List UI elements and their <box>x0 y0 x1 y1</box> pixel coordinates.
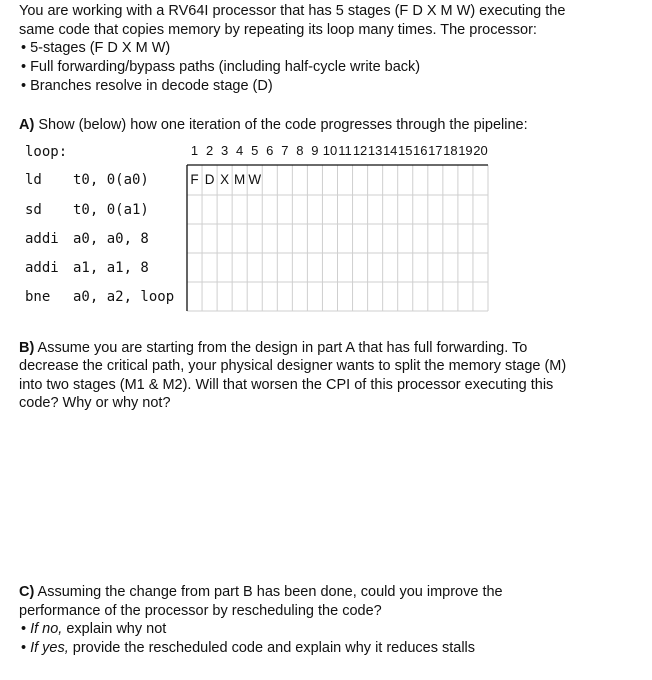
pipeline-stage-F: F <box>190 172 199 187</box>
part-b-line-1-text: Assume you are starting from the design in part A that has full forwarding. To <box>34 340 528 356</box>
pipeline-stage-X: X <box>220 172 230 187</box>
cycle-number: 13 <box>367 143 383 158</box>
instruction-opcode: bne <box>25 289 51 305</box>
cycle-number: 11 <box>338 143 352 158</box>
instruction-opcode: sd <box>25 202 42 218</box>
part-c-bullet-no-rest: explain why not <box>62 621 167 637</box>
part-c-bullet-no-cond: If no, <box>30 621 63 637</box>
cycle-number: 20 <box>473 143 488 158</box>
cycle-number: 15 <box>397 143 413 158</box>
cycle-number: 6 <box>266 143 274 158</box>
intro-bullet-stages: • 5-stages (F D X M W) <box>21 39 170 57</box>
part-b-label: B) <box>19 340 35 356</box>
part-b-line-4: code? Why or why not? <box>19 395 171 411</box>
part-a-label: A) <box>19 117 35 133</box>
part-c-bullet-yes-cond: If yes, <box>30 640 69 656</box>
part-c-label: C) <box>19 584 35 600</box>
cycle-number: 12 <box>352 143 368 158</box>
cycle-number: 10 <box>322 143 338 158</box>
loop-label: loop: <box>25 144 68 160</box>
instruction-opcode: addi <box>25 260 59 276</box>
part-c-line-1 <box>19 583 503 601</box>
part-c-line-1-text: Assuming the change from part B has been done, could you improve the <box>34 584 503 600</box>
part-c-bullet-no <box>21 620 166 638</box>
instruction-operands: a1, a1, 8 <box>73 260 149 276</box>
cycle-number: 3 <box>221 143 229 158</box>
cycle-number: 2 <box>205 143 214 158</box>
part-b-line-1 <box>19 339 527 357</box>
cycle-number: 8 <box>296 143 304 158</box>
instruction-operands: a0, a2, loop <box>73 289 175 305</box>
intro-bullet-forwarding: • Full forwarding/bypass paths (including half-cycle write back) <box>21 58 420 76</box>
intro-line-1: You are working with a RV64I processor that has 5 stages (F D X M W) executing the <box>19 3 566 19</box>
part-a-text: Show (below) how one iteration of the code progresses through the pipeline: <box>34 117 528 133</box>
intro-bullet-branches: • Branches resolve in decode stage (D) <box>21 77 273 95</box>
part-b-line-2: decrease the critical path, your physical designer wants to split the memory stage (M) <box>19 358 567 374</box>
part-c-bullet-yes <box>21 639 475 657</box>
cycle-number: 7 <box>281 143 289 158</box>
cycle-number: 14 <box>382 143 398 158</box>
cycle-number: 4 <box>236 143 244 158</box>
cycle-number: 16 <box>413 143 428 158</box>
cycle-number: 5 <box>251 143 259 158</box>
pipeline-stage-M: M <box>234 172 246 187</box>
part-c-bullet-yes-rest: provide the rescheduled code and explain why it reduces stalls <box>68 640 476 656</box>
part-b-line-3: into two stages (M1 & M2). Will that worsen the CPI of this processor executing this <box>19 377 554 393</box>
intro-line-2: same code that copies memory by repeating its loop many times. The processor: <box>19 22 537 38</box>
instruction-operands: t0, 0(a1) <box>73 202 149 218</box>
instruction-operands: t0, 0(a0) <box>73 172 149 188</box>
instruction-opcode: addi <box>25 231 59 247</box>
pipeline-diagram <box>0 0 652 330</box>
pipeline-stage-W: W <box>248 172 262 187</box>
cycle-number: 18 <box>443 143 458 158</box>
instruction-operands: a0, a0, 8 <box>73 231 149 247</box>
cycle-number: 1 <box>190 143 199 158</box>
cycle-number: 17 <box>428 143 443 158</box>
cycle-number: 9 <box>311 143 319 158</box>
instruction-opcode: ld <box>25 172 42 188</box>
pipeline-stage-D: D <box>204 172 215 187</box>
cycle-number: 19 <box>458 143 473 158</box>
part-c-line-2: performance of the processor by rescheduling the code? <box>19 603 382 619</box>
